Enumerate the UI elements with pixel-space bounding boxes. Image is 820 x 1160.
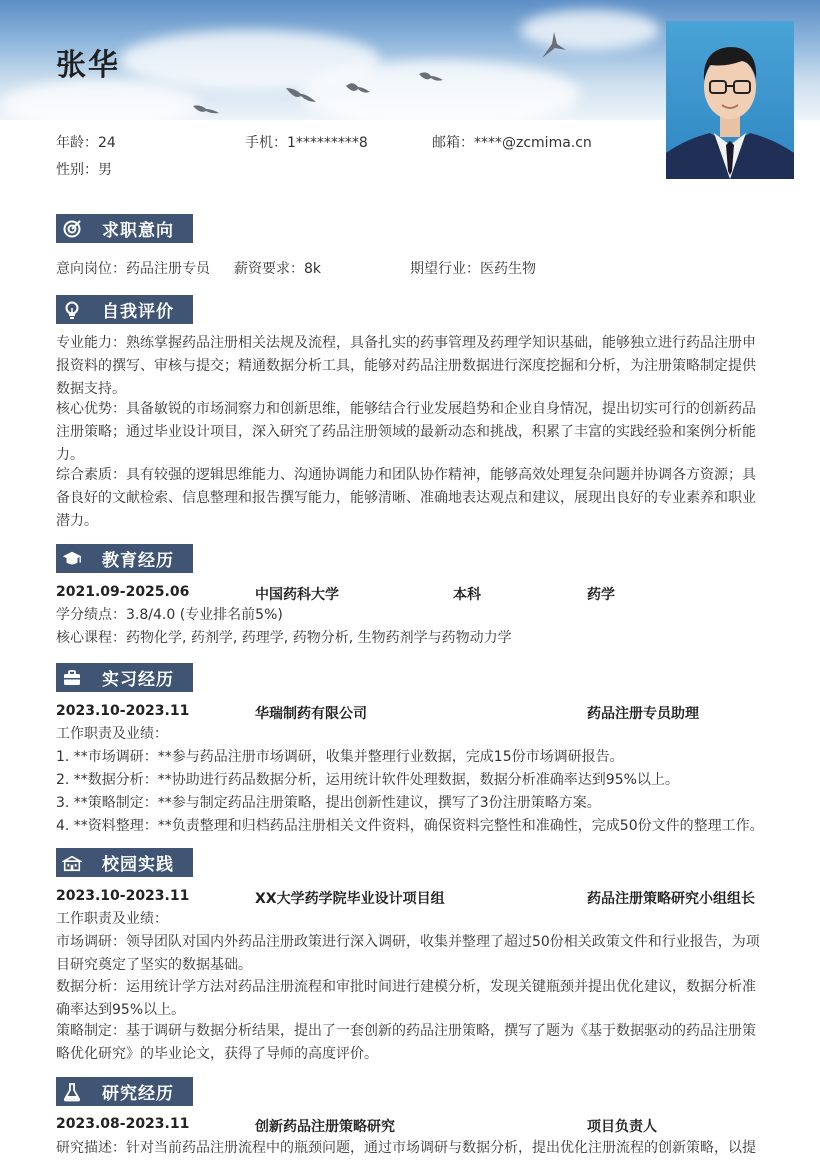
target-icon	[62, 219, 82, 239]
research-project: 创新药品注册策略研究	[255, 1119, 395, 1135]
campus-role: 药品注册策略研究小组组长	[587, 891, 755, 907]
intern-duty-label: 工作职责及业绩：	[56, 726, 168, 742]
section-title: 研究经历	[102, 1084, 174, 1104]
gender-info: 性别：男	[56, 162, 112, 178]
section-title: 教育经历	[102, 551, 174, 571]
phone-info: 手机：1*********8	[245, 135, 368, 151]
campus-org: XX大学药学院毕业设计项目组	[255, 891, 445, 907]
section-intent-header	[56, 214, 193, 243]
section-title: 自我评价	[102, 302, 174, 322]
section-education-header	[56, 544, 193, 573]
email-info: 邮箱：****@zcmima.cn	[432, 135, 592, 151]
bird-icon	[345, 80, 371, 96]
section-self-header	[56, 295, 193, 324]
section-title: 求职意向	[102, 221, 174, 241]
bird-icon	[540, 30, 568, 60]
self-eval-professional: 专业能力：熟练掌握药品注册相关法规及流程，具备扎实的药事管理及药理学知识基础，能够独立进行药品注册申报资料的撰写、审核与提交；精通数据分析工具，能够对药品注册数据进行深度挖掘和分析，为注册策略制定提供数据支持。	[56, 335, 756, 397]
education-row	[56, 584, 766, 606]
bird-icon	[285, 86, 317, 104]
intent-salary: 薪资要求：8k	[234, 261, 322, 277]
section-campus-header	[56, 848, 193, 877]
self-eval-advantage: 核心优势：具备敏锐的市场洞察力和创新思维，能够结合行业发展趋势和企业自身情况，提出切实可行的创新药品注册策略；通过毕业设计项目，深入研究了药品注册领域的最新动态和挑战，积累了丰富的实践经验和案例分析能力。	[56, 401, 756, 463]
flask-icon	[62, 1082, 82, 1102]
lightbulb-icon	[62, 300, 82, 320]
intern-item: 4. **资料整理：**负责整理和归档药品注册相关文件资料，确保资料完整性和准确性，完成50份文件的整理工作。	[56, 818, 764, 834]
age-info: 年龄：24	[56, 135, 116, 151]
education-degree: 本科	[453, 587, 481, 603]
education-courses: 核心课程：药物化学, 药剂学, 药理学, 药物分析, 生物药剂学与药物动力学	[56, 630, 512, 646]
intent-industry: 期望行业：医药生物	[410, 261, 536, 277]
campus-strategy: 策略制定：基于调研与数据分析结果，提出了一套创新的药品注册策略，撰写了题为《基于数据驱动的药品注册策略优化研究》的毕业论文，获得了导师的高度评价。	[56, 1023, 756, 1062]
education-major: 药学	[587, 587, 615, 603]
school-building-icon	[62, 853, 82, 873]
intern-company: 华瑞制药有限公司	[255, 706, 367, 722]
intern-item: 1. **市场调研：**参与药品注册市场调研，收集并整理行业数据，完成15份市场调研报告。	[56, 749, 624, 765]
section-title: 校园实践	[102, 855, 174, 875]
self-eval-quality: 综合素质：具有较强的逻辑思维能力、沟通协调能力和团队协作精神，能够高效处理复杂问题并协调各方资源；具备良好的文献检索、信息整理和报告撰写能力，能够清晰、准确地表达观点和建议，展现出良好的专业素养和职业潜力。	[56, 467, 756, 529]
graduation-cap-icon	[62, 549, 82, 569]
campus-date: 2023.10-2023.11	[56, 888, 190, 904]
intern-role: 药品注册专员助理	[587, 706, 699, 722]
research-row	[56, 1116, 766, 1138]
section-research-header	[56, 1077, 193, 1106]
intent-position: 意向岗位：药品注册专员	[56, 261, 210, 277]
section-intern-header	[56, 663, 193, 692]
research-date: 2023.08-2023.11	[56, 1116, 190, 1132]
campus-research: 市场调研：领导团队对国内外药品注册政策进行深入调研，收集并整理了超过50份相关政策文件和行业报告，为项目研究奠定了坚实的数据基础。	[56, 934, 760, 973]
research-role: 项目负责人	[587, 1119, 657, 1135]
education-gpa: 学分绩点：3.8/4.0 (专业排名前5%)	[56, 607, 283, 623]
campus-analysis: 数据分析：运用统计学方法对药品注册流程和审批时间进行建模分析，发现关键瓶颈并提出优化建议，数据分析准确率达到95%以上。	[56, 979, 756, 1018]
section-title: 实习经历	[102, 670, 174, 690]
education-school: 中国药科大学	[255, 587, 339, 603]
research-description: 研究描述：针对当前药品注册流程中的瓶颈问题，通过市场调研与数据分析，提出优化注册流程的创新策略，以提	[56, 1140, 756, 1156]
intern-item: 3. **策略制定：**参与制定药品注册策略，提出创新性建议，撰写了3份注册策略方案。	[56, 795, 601, 811]
candidate-name: 张华	[56, 48, 120, 83]
intern-date: 2023.10-2023.11	[56, 703, 190, 719]
bird-icon	[418, 70, 444, 84]
bird-icon	[192, 104, 220, 116]
intern-item: 2. **数据分析：**协助进行药品数据分析，运用统计软件处理数据，数据分析准确率达到95%以上。	[56, 772, 679, 788]
profile-photo	[666, 21, 794, 179]
campus-duty-label: 工作职责及业绩：	[56, 911, 168, 927]
education-date: 2021.09-2025.06	[56, 584, 190, 600]
briefcase-icon	[62, 668, 82, 688]
intern-row	[56, 703, 766, 725]
campus-row	[56, 888, 766, 910]
